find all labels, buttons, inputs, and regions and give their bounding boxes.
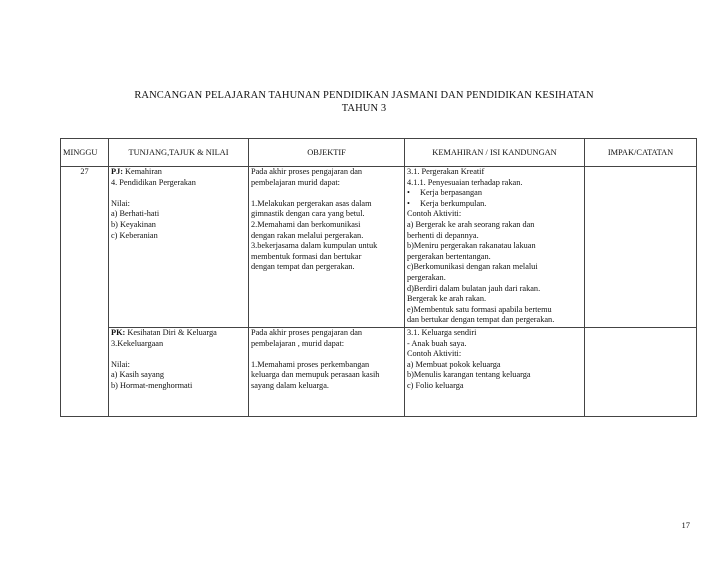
- objektif-line: pembelajaran murid dapat:: [251, 177, 340, 187]
- kemahiran-line: 3.1. Pergerakan Kreatif: [407, 167, 485, 176]
- bullet-icon: •: [407, 188, 410, 198]
- nilai-item: a) Kasih sayang: [111, 370, 164, 380]
- tunjang-label: PJ:: [111, 167, 123, 176]
- objektif-cell: [249, 167, 405, 328]
- kemahiran-line: e)Membentuk satu formasi apabila bertemu: [407, 304, 552, 314]
- objektif-line: membentuk formasi dan bertukar: [251, 251, 362, 261]
- header-tunjang: TUNJANG,TAJUK & NILAI: [109, 139, 249, 167]
- kemahiran-line: Contoh Aktiviti:: [407, 349, 462, 359]
- kemahiran-line: Contoh Aktiviti:: [407, 209, 462, 219]
- kemahiran-line: c)Berkomunikasi dengan rakan melalui: [407, 262, 538, 272]
- nilai-label: Nilai:: [111, 359, 130, 369]
- objektif-line: Pada akhir proses pengajaran dan: [251, 328, 363, 337]
- objektif-line: Pada akhir proses pengajaran dan: [251, 167, 363, 176]
- page-subtitle: TAHUN 3: [341, 103, 387, 114]
- header-kemahiran: KEMAHIRAN / ISI KANDUNGAN: [405, 139, 585, 167]
- tunjang-label: PK:: [111, 328, 126, 337]
- objektif-cell: [249, 328, 405, 417]
- kemahiran-line: c) Folio keluarga: [407, 380, 464, 390]
- kemahiran-line: a) Membuat pokok keluarga: [407, 359, 501, 369]
- nilai-label: Nilai:: [111, 198, 130, 208]
- header-minggu: MINGGU: [61, 139, 109, 167]
- kemahiran-line: a) Bergerak ke arah seorang rakan dan: [407, 219, 535, 229]
- objektif-line: 1.Melakukan pergerakan asas dalam: [251, 198, 372, 208]
- nilai-item: a) Berhati-hati: [111, 209, 160, 219]
- week-cell: [61, 328, 109, 417]
- nilai-item: b) Hormat-menghormati: [111, 380, 193, 390]
- nilai-item: b) Keyakinan: [111, 219, 156, 229]
- kemahiran-cell: [405, 167, 585, 328]
- bullet-icon: •: [407, 198, 410, 208]
- tunjang-name: Kemahiran: [122, 167, 162, 176]
- bullet-item: • Kerja berkumpulan.: [407, 198, 487, 208]
- header-objektif: OBJEKTIF: [249, 139, 405, 167]
- kemahiran-line: 4.1.1. Penyesuaian terhadap rakan.: [407, 177, 523, 187]
- kemahiran-line: pergerakan.: [407, 272, 446, 282]
- objektif-line: dengan rakan melalui pergerakan.: [251, 230, 364, 240]
- page-title: RANCANGAN PELAJARAN TAHUNAN PENDIDIKAN JASMANI DAN PENDIDIKAN KESIHATAN: [134, 90, 594, 101]
- nilai-item: c) Keberanian: [111, 230, 158, 240]
- kemahiran-line: dan bertukar dengan tempat dan pergerakan.: [407, 315, 555, 325]
- tunjang-cell: [109, 328, 249, 417]
- objektif-line: gimnastik dengan cara yang betul.: [251, 209, 365, 219]
- table-header-row: [61, 139, 697, 167]
- objektif-line: 3.bekerjasama dalam kumpulan untuk: [251, 241, 378, 251]
- week-cell: 27: [61, 167, 109, 328]
- kemahiran-line: Bergerak ke arah rakan.: [407, 294, 487, 304]
- page-number: 17: [681, 520, 690, 530]
- header-impak: IMPAK/CATATAN: [585, 139, 697, 167]
- tunjang-line: [111, 328, 246, 339]
- tunjang-line: [111, 167, 246, 178]
- tunjang-name: Kesihatan Diri & Keluarga: [125, 328, 217, 337]
- objektif-line: keluarga dan memupuk perasaan kasih: [251, 370, 380, 380]
- kemahiran-line: d)Berdiri dalam bulatan jauh dari rakan.: [407, 283, 541, 293]
- impak-cell: [585, 328, 697, 417]
- lesson-plan-table: [60, 138, 697, 417]
- objektif-line: pembelajaran , murid dapat:: [251, 338, 345, 348]
- impak-cell: [585, 167, 697, 328]
- kemahiran-line: 3.1. Keluarga sendiri: [407, 328, 477, 337]
- kemahiran-line: b)Menulis karangan tentang keluarga: [407, 370, 531, 380]
- objektif-line: 1.Memahami proses perkembangan: [251, 359, 370, 369]
- tajuk-text: 4. Pendidikan Pergerakan: [111, 177, 196, 187]
- kemahiran-line: pergerakan bertentangan.: [407, 251, 491, 261]
- kemahiran-line: berhenti di depannya.: [407, 230, 479, 240]
- kemahiran-cell: [405, 328, 585, 417]
- objektif-line: dengan tempat dan pergerakan.: [251, 262, 355, 272]
- tunjang-cell: [109, 167, 249, 328]
- objektif-line: sayang dalam keluarga.: [251, 380, 329, 390]
- objektif-line: 2.Memahami dan berkomunikasi: [251, 219, 361, 229]
- kemahiran-line: - Anak buah saya.: [407, 338, 467, 348]
- kemahiran-line: b)Meniru pergerakan rakanatau lakuan: [407, 241, 536, 251]
- tajuk-text: 3.Kekeluargaan: [111, 338, 164, 348]
- bullet-item: • Kerja berpasangan: [407, 188, 482, 198]
- table-row: [61, 328, 697, 417]
- table-row: [61, 167, 697, 328]
